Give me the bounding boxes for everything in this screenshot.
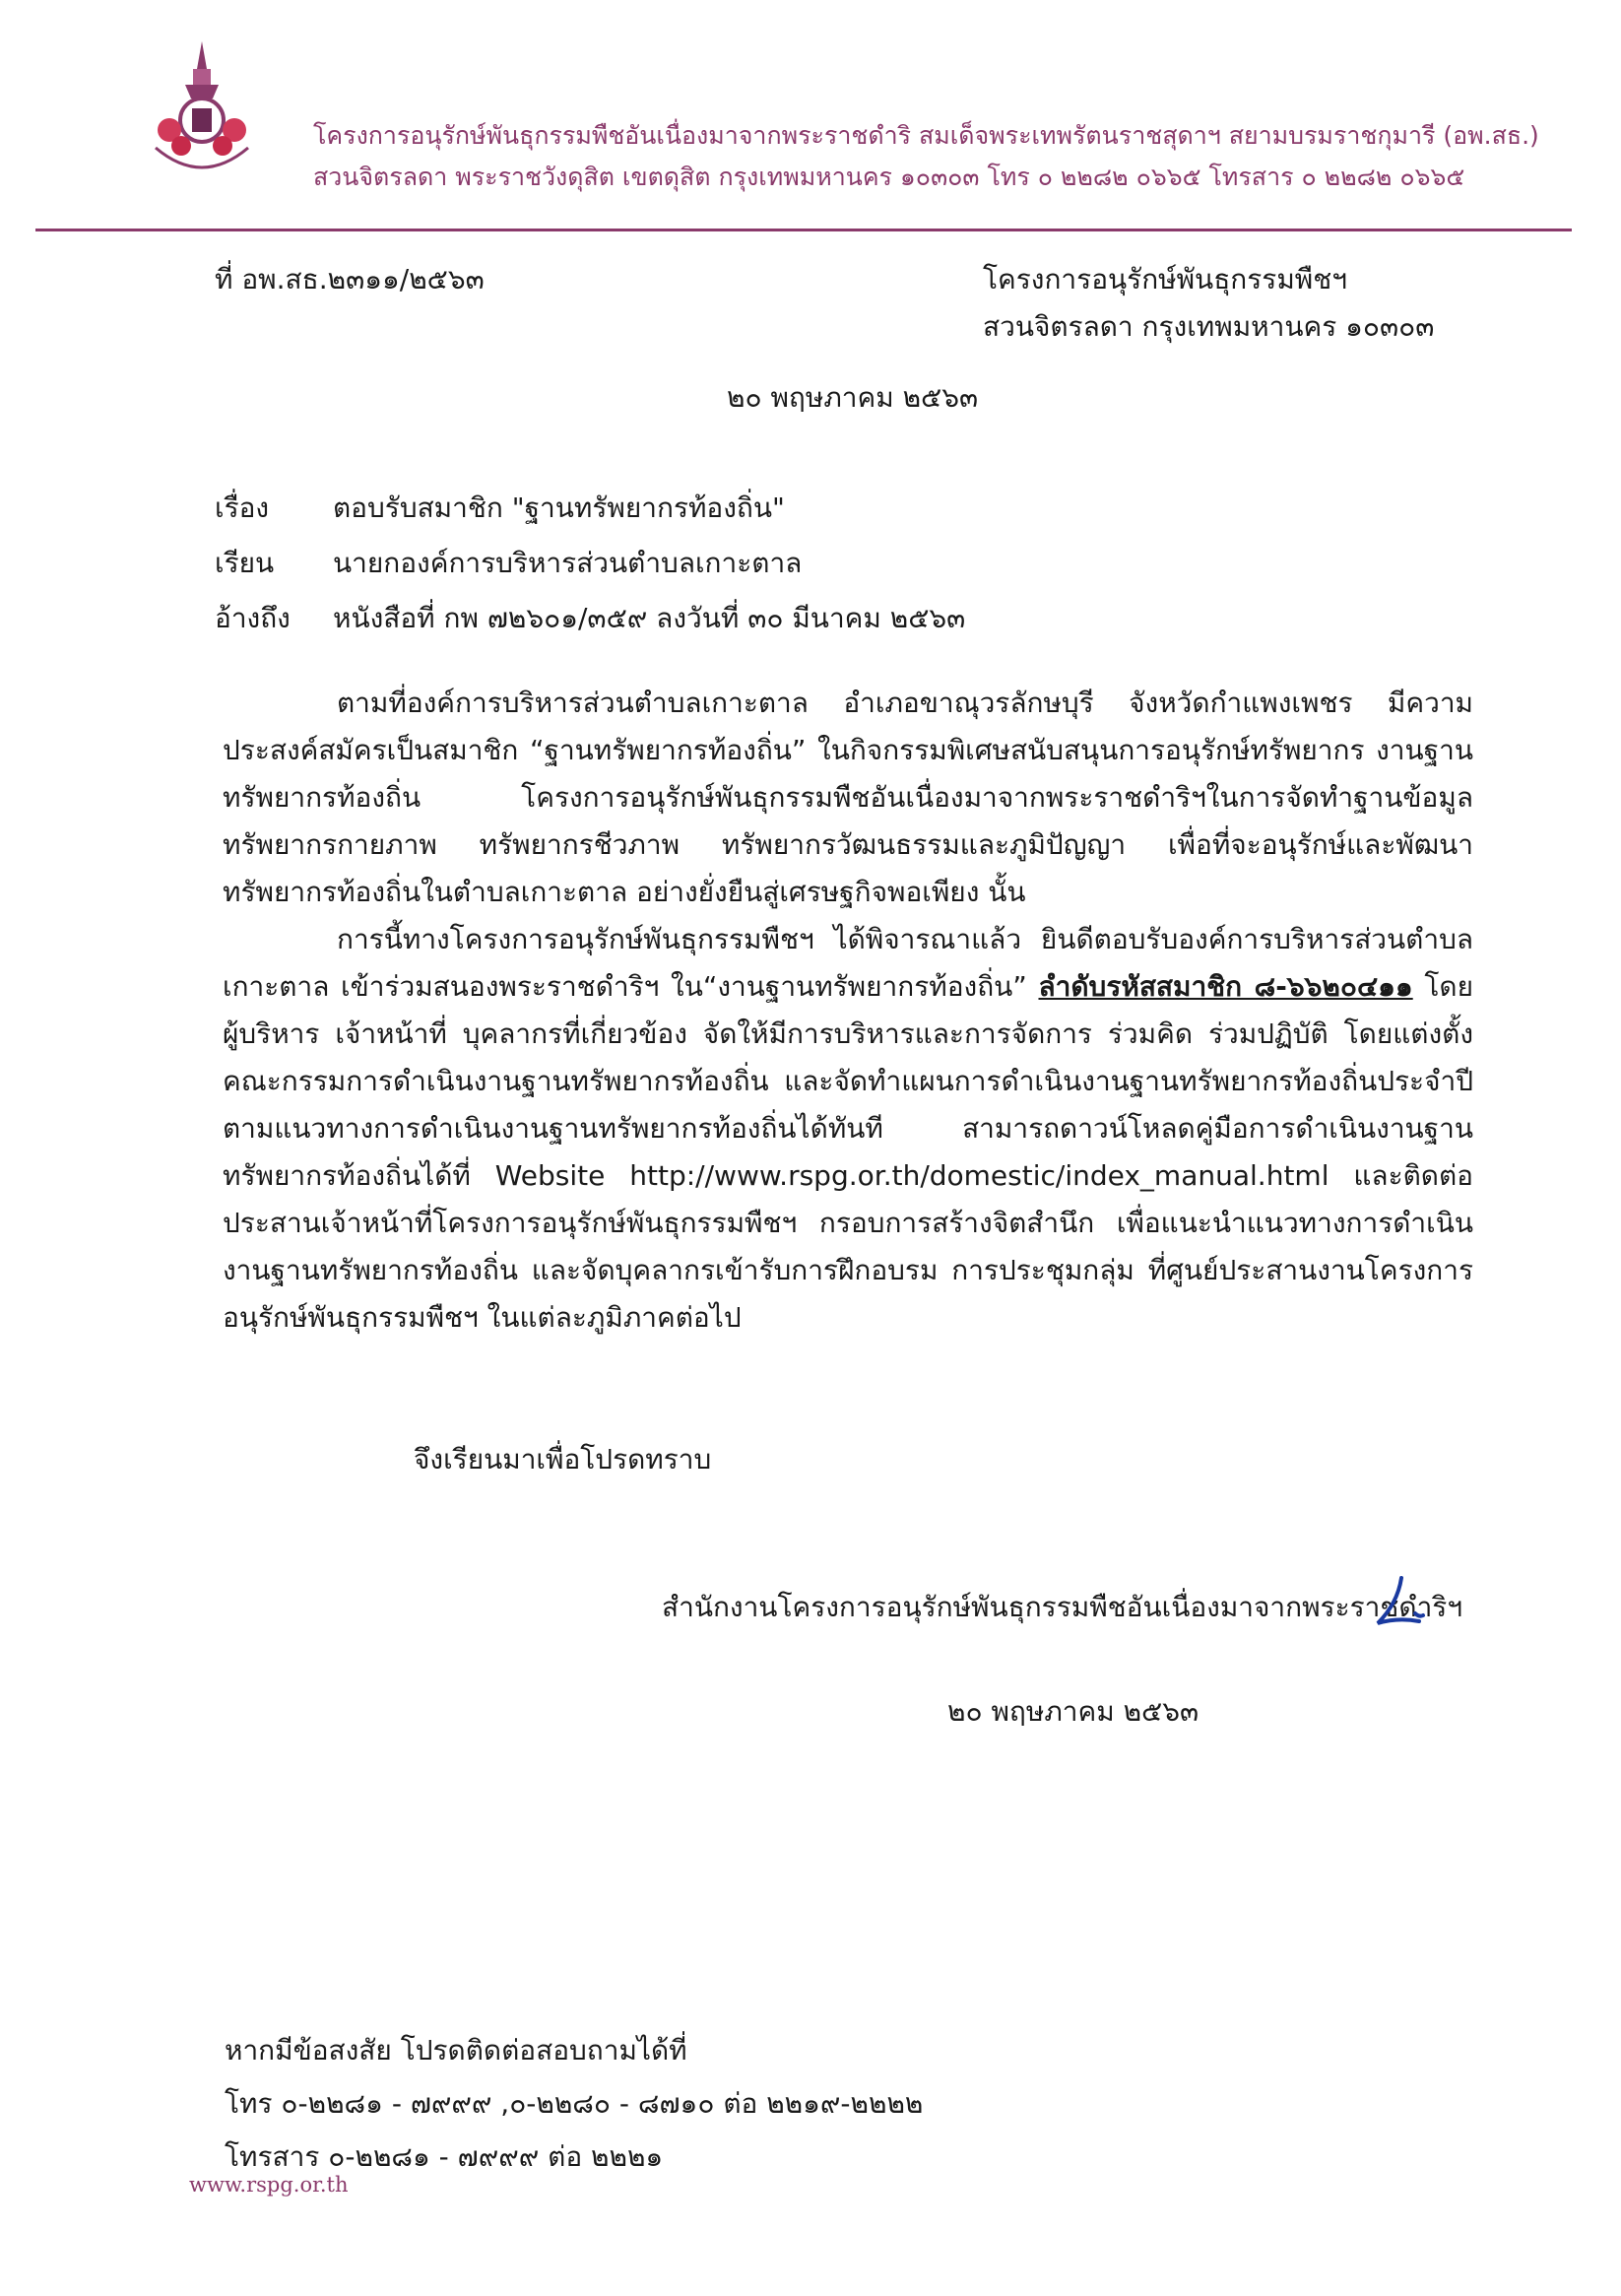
member-code: ลำดับรหัสสมาชิก ๘-๖๖๒๐๔๑๑ <box>1038 970 1413 1003</box>
letter-date: ๒๐ พฤษภาคม ๒๕๖๓ <box>727 381 979 414</box>
signature-date: ๒๐ พฤษภาคม ๒๕๖๓ <box>947 1695 1200 1728</box>
body-paragraph-2-part-b: โดยผู้บริหาร เจ้าหน้าที่ บุคลากรที่เกี่ยวข้อง จัดให้มีการบริหารและการจัดการ ร่วมคิด ร่วมปฏิบัติ โดยแต่งตั้งคณะกรรมการดำเนินงานฐานทรัพยากรท้องถิ่น และจัดทำแผนการดำเนินงานฐานทรัพยากรท้องถิ่นประจำปี ตามแนวทางการดำเนินงานฐานทรัพยากรท้องถิ่นได้ทันที สามารถดาวน์โหลดคู่มือการดำเนินงานฐานทรัพยากรท้องถิ่นได้ที่ Website http://www.rspg.or.th/domestic/index_manual.html และติดต่อประสานเจ้าหน้าที่โครงการอนุรักษ์พันธุกรรมพืชฯ กรอบการสร้างจิตสำนึก เพื่อแนะนำแนวทางการดำเนินงานฐานทรัพยากรท้องถิ่น และจัดบุคลากรเข้ารับการฝึกอบรม การประชุมกลุ่ม ที่ศูนย์ประสานงานโครงการอนุรักษ์พันธุกรรมพืชฯ ในแต่ละภูมิภาคต่อไป <box>223 970 1473 1334</box>
reference-label: อ้างถึง <box>215 602 291 634</box>
to-label: เรียน <box>215 547 275 579</box>
contact-phone: โทร ๐-๒๒๘๑ - ๗๙๙๙ ,๐-๒๒๘๐ - ๘๗๑๐ ต่อ ๒๒๑๙-๒๒๒๒ <box>225 2087 924 2120</box>
letterhead-address: สวนจิตรลดา พระราชวังดุสิต เขตดุสิต กรุงเทพมหานคร ๑๐๓๐๓ โทร ๐ ๒๒๘๒ ๐๖๖๕ โทรสาร ๐ ๒๒๘๒ ๐๖๖๕ <box>313 163 1465 191</box>
contact-fax: โทรสาร ๐-๒๒๘๑ - ๗๙๙๙ ต่อ ๒๒๒๑ <box>225 2140 664 2173</box>
body-paragraph-1: ตามที่องค์การบริหารส่วนตำบลเกาะตาล อำเภอขาณุวรลักษบุรี จังหวัดกำแพงเพชร มีความประสงค์สมัครเป็นสมาชิก “ฐานทรัพยากรท้องถิ่น” ในกิจกรรมพิเศษสนับสนุนการอนุรักษ์ทรัพยากร งานฐานทรัพยากรท้องถิ่น โครงการอนุรักษ์พันธุกรรมพืชอันเนื่องมาจากพระราชดำริฯในการจัดทำฐานข้อมูลทรัพยากรกายภาพ ทรัพยากรชีวภาพ ทรัพยากรวัฒนธรรมและภูมิปัญญา เพื่อที่จะอนุรักษ์และพัฒนาทรัพยากรท้องถิ่นในตำบลเกาะตาล อย่างยั่งยืนสู่เศรษฐกิจพอเพียง นั้น <box>223 687 1473 908</box>
footer-website[interactable]: www.rspg.or.th <box>189 2173 349 2197</box>
closing-line: จึงเรียนมาเพื่อโปรดทราบ <box>414 1443 712 1476</box>
header-divider <box>35 229 1572 231</box>
signing-office: สำนักงานโครงการอนุรักษ์พันธุกรรมพืชอันเนื่องมาจากพระราชดำริฯ <box>662 1591 1463 1623</box>
to-value: นายกองค์การบริหารส่วนตำบลเกาะตาล <box>333 547 803 579</box>
signature-mark-icon <box>1364 1574 1433 1633</box>
reference-value: หนังสือที่ กพ ๗๒๖๐๑/๓๕๙ ลงวันที่ ๓๐ มีนาคม ๒๕๖๓ <box>333 602 966 634</box>
letterhead-org: โครงการอนุรักษ์พันธุกรรมพืชอันเนื่องมาจากพระราชดำริ สมเด็จพระเทพรัตนราชสุดาฯ สยามบรมราชกุมารี (อพ.สธ.) <box>313 121 1539 150</box>
contact-intro: หากมีข้อสงสัย โปรดติดต่อสอบถามได้ที่ <box>225 2034 687 2066</box>
letter-body <box>223 680 1473 1342</box>
body-paragraph-2-part-a: การนี้ทางโครงการอนุรักษ์พันธุกรรมพืชฯ ได้พิจารณาแล้ว ยินดีตอบรับองค์การบริหารส่วนตำบลเกาะตาล เข้าร่วมสนองพระราชดำริฯ ใน“งานฐานทรัพยากรท้องถิ่น” <box>223 923 1473 1003</box>
subject-value: ตอบรับสมาชิก "ฐานทรัพยากรท้องถิ่น" <box>333 492 785 524</box>
subject-label: เรื่อง <box>215 492 270 524</box>
sender-line-1: โครงการอนุรักษ์พันธุกรรมพืชฯ <box>983 263 1347 295</box>
doc-number: ที่ อพ.สธ.๒๓๑๑/๒๕๖๓ <box>215 263 485 295</box>
royal-emblem-icon <box>148 39 256 177</box>
sender-line-2: สวนจิตรลดา กรุงเทพมหานคร ๑๐๓๐๓ <box>983 310 1435 343</box>
body-paragraph-2 <box>223 916 1473 1342</box>
